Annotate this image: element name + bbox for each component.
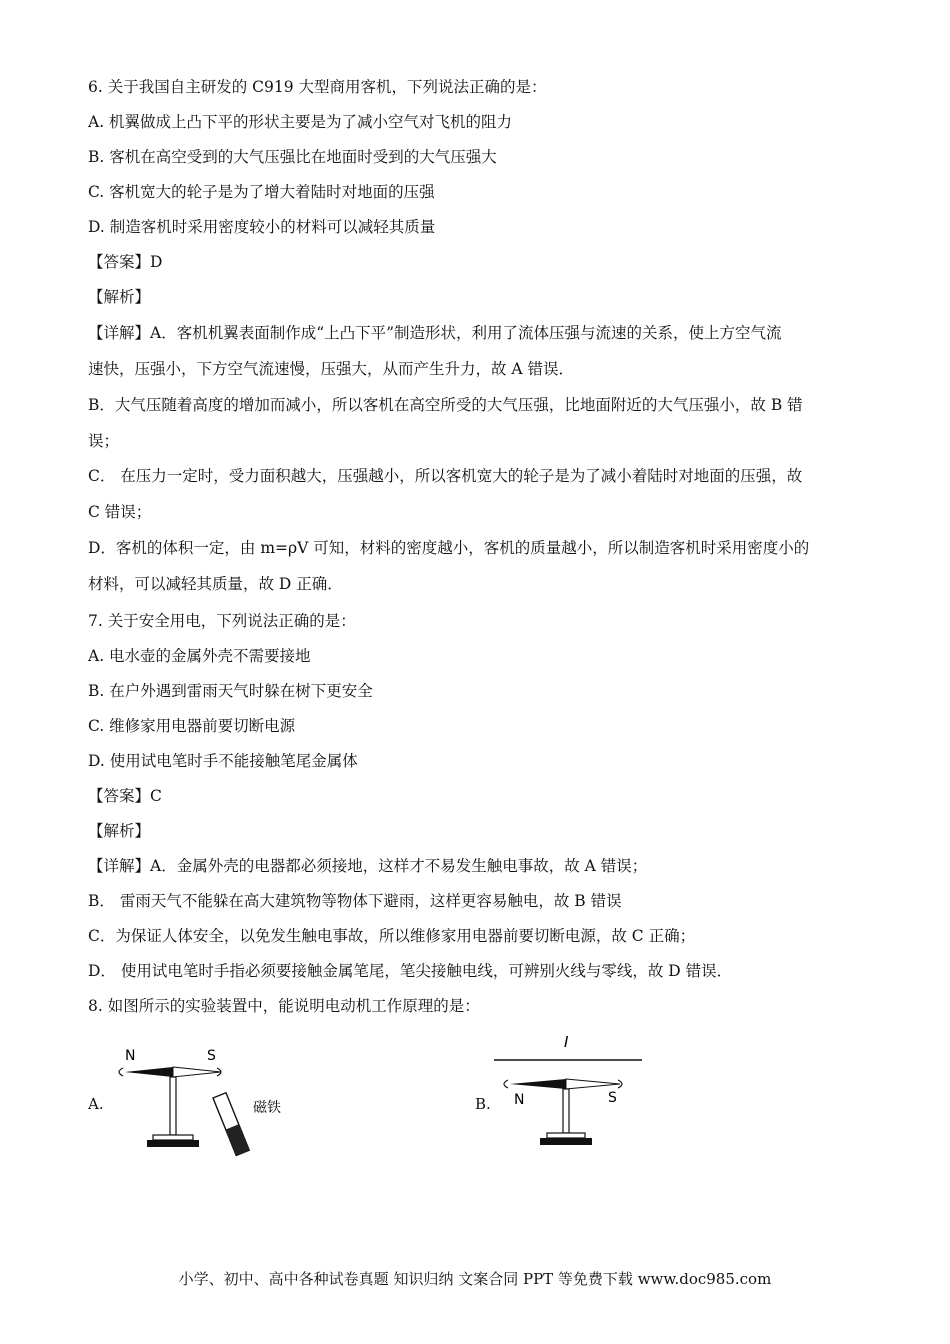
q6-detail-line: C 错误； — [88, 503, 152, 521]
figure-a-n-label: N — [125, 1048, 136, 1064]
q8-stem: 8. 如图所示的实验装置中，能说明电动机工作原理的是： — [88, 997, 480, 1015]
q7-option-b: B. 在户外遇到雷雨天气时躲在树下更安全 — [88, 682, 373, 700]
stand-base — [540, 1138, 592, 1145]
q7-detail-line: D． 使用试电笔时手指必须要接触金属笔尾，笔尖接触电线，可辨别火线与零线，故 D 错误． — [88, 962, 733, 980]
q7-answer: 【答案】C — [88, 787, 162, 805]
needle-south — [566, 1079, 620, 1089]
figure-a-label: A. — [88, 1095, 104, 1113]
q6-detail-line: B．大气压随着高度的增加而减小，所以客机在高空所受的大气压强，比地面附近的大气压强小，故 B 错 — [88, 396, 803, 414]
pivot-post — [563, 1089, 569, 1133]
q6-detail-line: 误； — [88, 432, 120, 450]
rotate-arrow-icon — [119, 1068, 123, 1076]
q7-option-d: D. 使用试电笔时手不能接触笔尾金属体 — [88, 752, 358, 770]
figure-b-s-label: S — [608, 1090, 617, 1106]
figure-a-s-label: S — [207, 1048, 216, 1064]
q6-detail-line: C． 在压力一定时，受力面积越大，压强越小，所以客机宽大的轮子是为了减小着陆时对地面的压强，故 — [88, 467, 803, 485]
page-footer: 小学、初中、高中各种试卷真题 知识归纳 文案合同 PPT 等免费下载 www.doc985.com — [178, 1270, 772, 1288]
figure-a-magnet-label: 磁铁 — [253, 1100, 281, 1116]
q7-detail-line: 【详解】A．金属外壳的电器都必须接地，这样才不易发生触电事故，故 A 错误； — [88, 857, 648, 875]
q7-option-a: A. 电水壶的金属外壳不需要接地 — [88, 647, 311, 665]
rotate-arrow-icon — [504, 1080, 508, 1088]
q6-option-b: B. 客机在高空受到的大气压强比在地面时受到的大气压强大 — [88, 148, 497, 166]
needle-north — [510, 1079, 566, 1089]
stand-base — [147, 1140, 199, 1147]
pivot-post — [170, 1077, 176, 1135]
q7-detail-line: B． 雷雨天气不能躲在高大建筑物等物体下避雨，这样更容易触电，故 B 错误 — [88, 892, 622, 910]
figure-b-n-label: N — [514, 1092, 525, 1108]
bar-magnet — [213, 1093, 249, 1156]
q6-option-a: A. 机翼做成上凸下平的形状主要是为了减小空气对飞机的阻力 — [88, 113, 513, 131]
q7-detail-line: C．为保证人体安全，以免发生触电事故，所以维修家用电器前要切断电源，故 C 正确； — [88, 927, 696, 945]
figure-a-compass-magnet — [105, 1040, 305, 1165]
q6-option-c: C. 客机宽大的轮子是为了增大着陆时对地面的压强 — [88, 183, 435, 201]
stand-base-top — [153, 1135, 193, 1140]
stand-base-top — [547, 1133, 585, 1138]
q6-analysis-heading: 【解析】 — [88, 288, 151, 306]
figure-b-compass-current — [490, 1030, 650, 1160]
q6-detail-line: 材料，可以减轻其质量，故 D 正确． — [88, 575, 343, 593]
figure-b-label: B. — [475, 1095, 491, 1113]
q7-option-c: C. 维修家用电器前要切断电源 — [88, 717, 296, 735]
needle-north — [125, 1067, 173, 1077]
q7-stem: 7. 关于安全用电，下列说法正确的是： — [88, 612, 356, 630]
needle-south — [173, 1067, 221, 1077]
figure-b-current-label: I — [564, 1033, 569, 1051]
q6-stem: 6. 关于我国自主研发的 C919 大型商用客机，下列说法正确的是： — [88, 78, 547, 96]
q6-answer: 【答案】D — [88, 253, 163, 271]
q6-option-d: D. 制造客机时采用密度较小的材料可以减轻其质量 — [88, 218, 436, 236]
q7-analysis-heading: 【解析】 — [88, 822, 151, 840]
q6-detail-line: 【详解】A．客机机翼表面制作成“上凸下平”制造形状，利用了流体压强与流速的关系，使上方空气流 — [88, 324, 782, 342]
q6-detail-line: D．客机的体积一定，由 m=ρV 可知，材料的密度越小，客机的质量越小，所以制造客机时采用密度小的 — [88, 539, 810, 557]
q6-detail-line: 速快，压强小，下方空气流速慢，压强大，从而产生升力，故 A 错误． — [88, 360, 575, 378]
